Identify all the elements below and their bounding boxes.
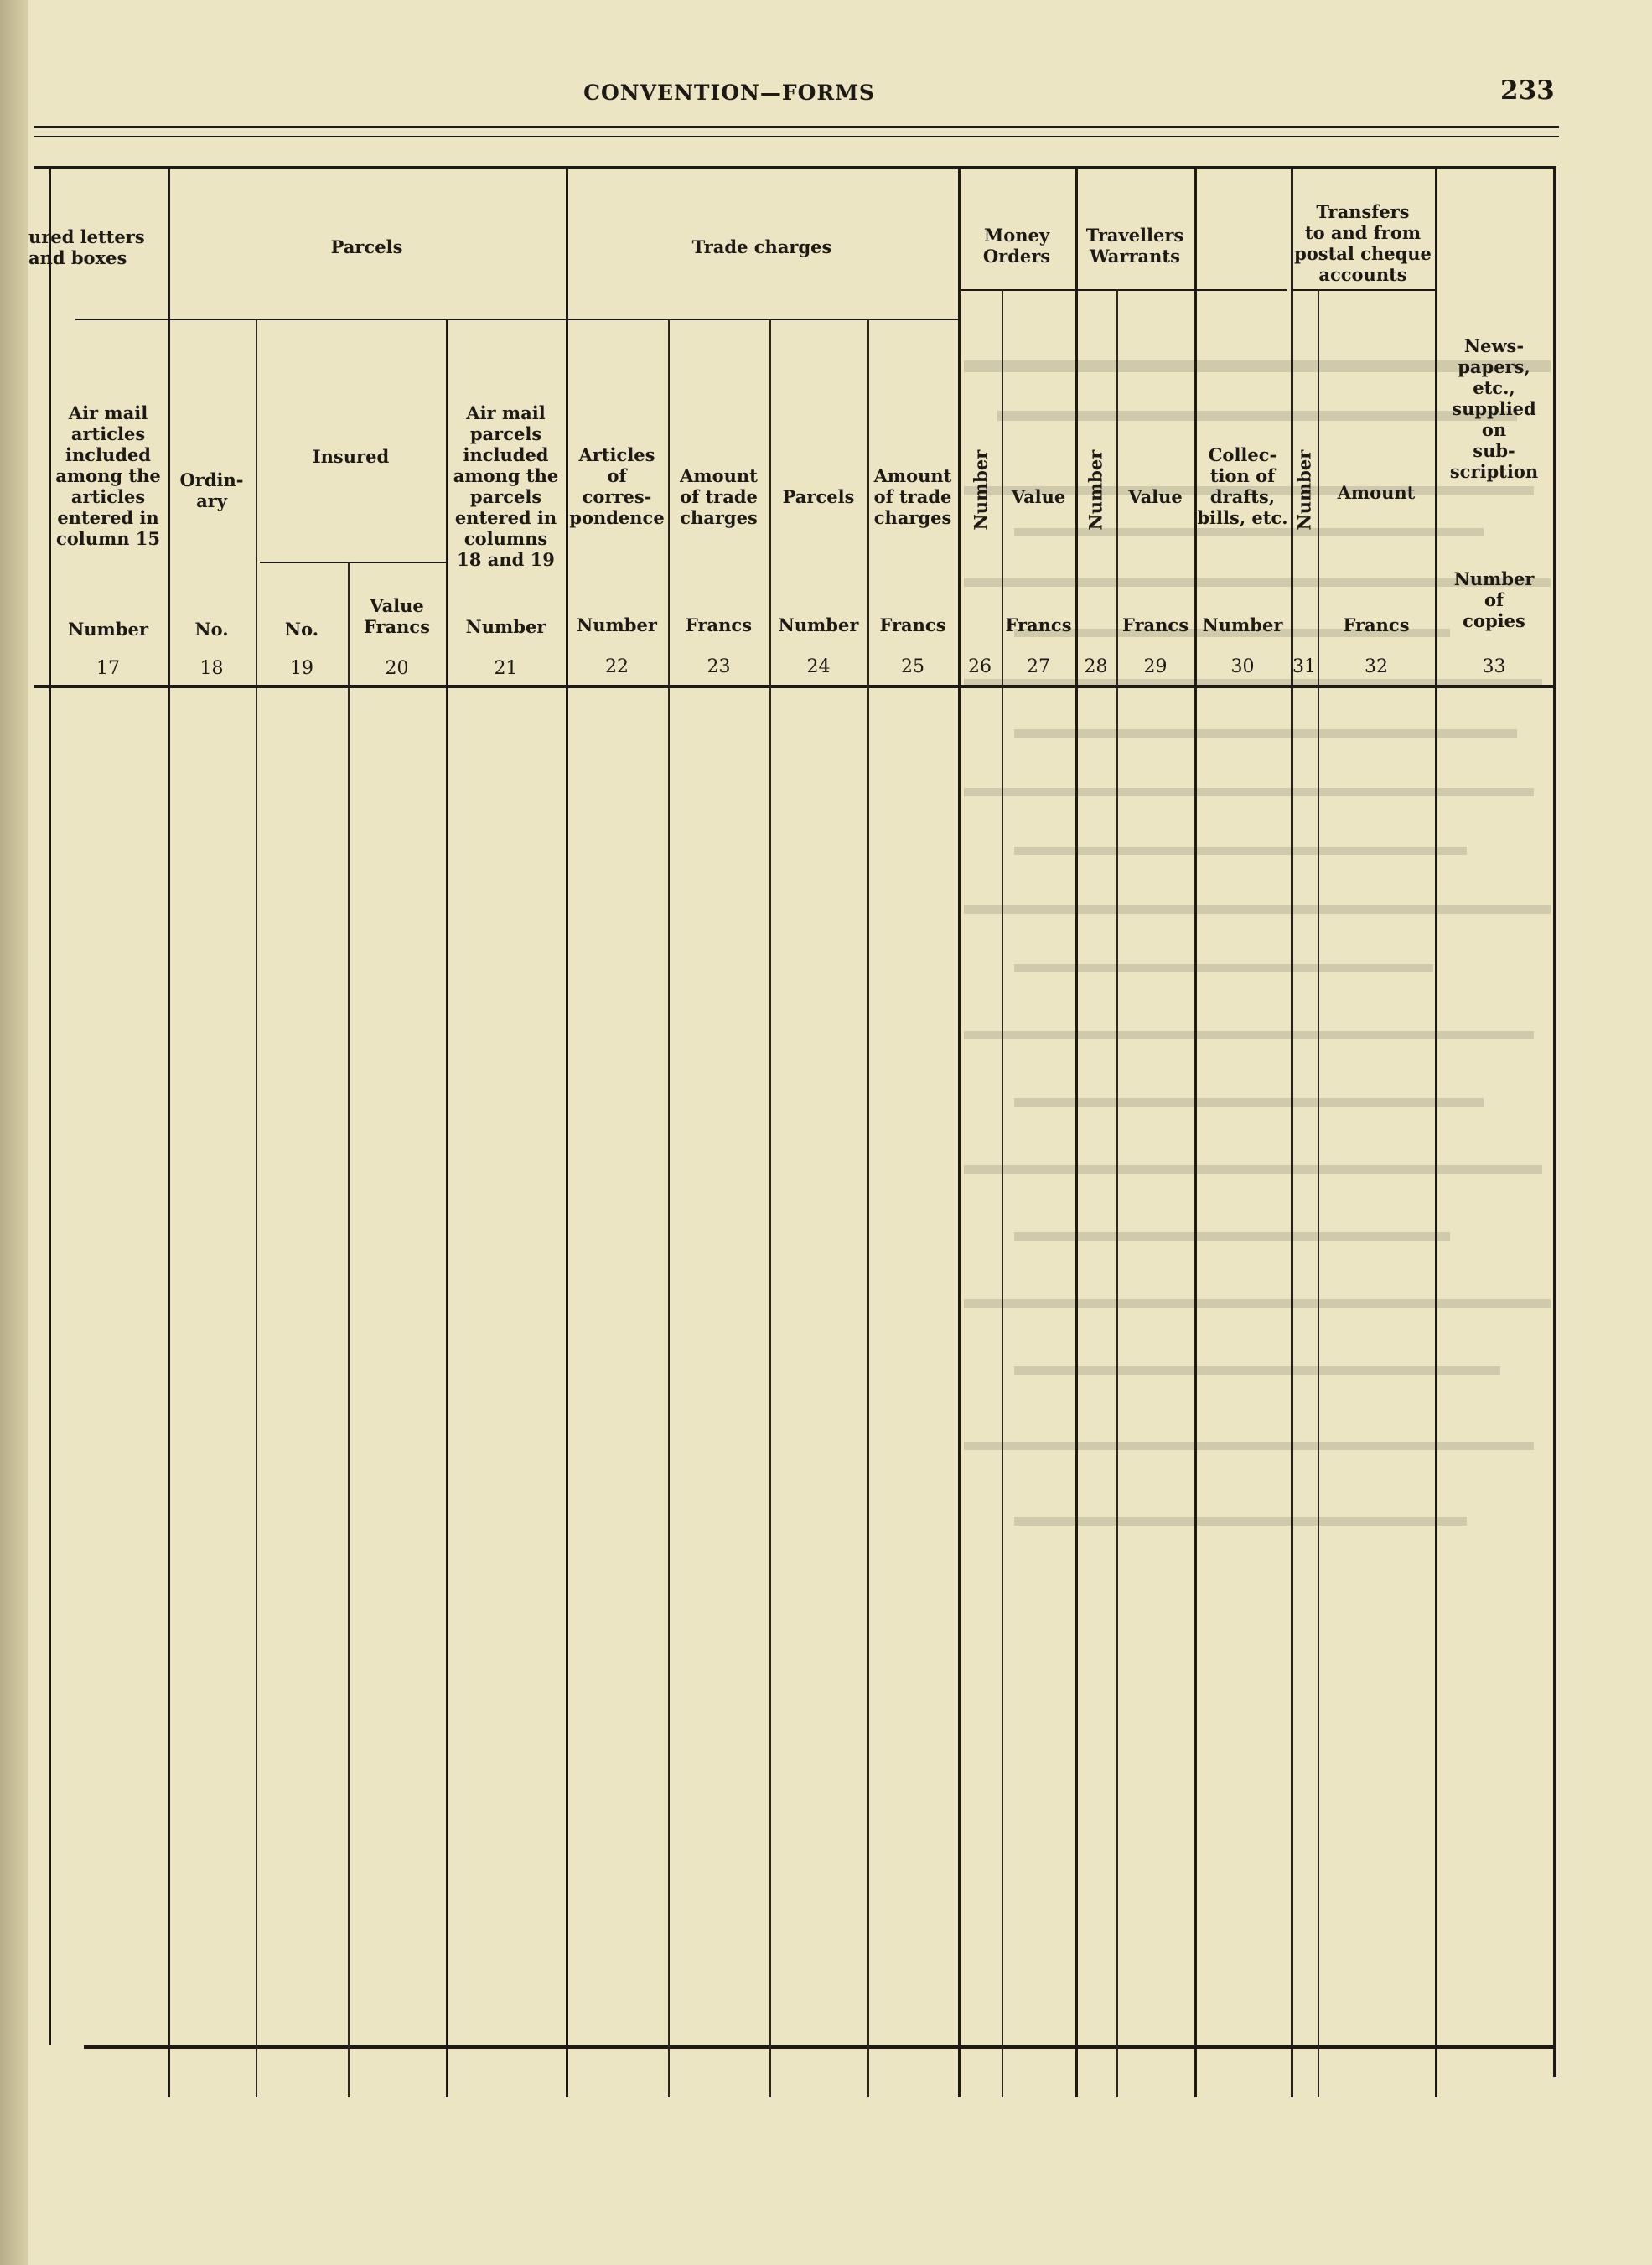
header-col29: Value (1128, 486, 1183, 507)
header-col17: Air mail articles included among the articles entered in column 15 (55, 402, 161, 549)
header-col18: Ordin- ary (179, 469, 244, 511)
group-label-transfers: Transfers to and from postal cheque accounts (1294, 201, 1432, 285)
book-gutter (0, 0, 28, 2265)
colnum-22: 22 (605, 656, 629, 677)
colnum-33: 33 (1482, 656, 1506, 677)
colnum-18: 18 (199, 658, 224, 679)
unit-col32: Francs (1343, 614, 1410, 635)
unit-col30: Number (1202, 614, 1283, 635)
col-line-24 (867, 319, 869, 2097)
colnum-32: 32 (1365, 656, 1388, 677)
header-col28: Number (1085, 449, 1106, 531)
colnum-29: 29 (1143, 656, 1168, 677)
header-col25: Amount of trade charges (873, 465, 952, 528)
running-head: CONVENTION—FORMS (583, 80, 875, 105)
unit-col24: Number (778, 614, 859, 635)
header-col24: Parcels (782, 486, 855, 507)
unit-col33: Number of copies (1453, 568, 1535, 631)
group-sub-rule-3 (1291, 289, 1435, 291)
unit-col27: Francs (1005, 614, 1072, 635)
group-label-parcels: Parcels (330, 236, 403, 257)
frame-bottom (84, 2045, 1555, 2049)
colnum-17: 17 (96, 658, 120, 679)
unit-col19: No. (284, 619, 319, 640)
header-divider (34, 685, 1555, 688)
colnum-26: 26 (968, 656, 992, 677)
header-col21: Air mail parcels included among the parcels entered in columns 18 and 19 (453, 402, 559, 570)
header-col22: Articles of corres- pondence (569, 444, 665, 528)
header-col26: Number (970, 449, 992, 531)
col-line-20 (446, 319, 448, 2097)
group-label-money-orders: Money Orders (982, 225, 1051, 267)
header-col30: Collec- tion of drafts, bills, etc. (1197, 444, 1288, 528)
group-label-trade-charges: Trade charges (691, 236, 832, 257)
col-line-23 (769, 319, 771, 2097)
col-line-17 (168, 168, 170, 2097)
col-line-25 (958, 168, 961, 2097)
colnum-24: 24 (806, 656, 831, 677)
frame-top (34, 166, 1556, 169)
col-line-26 (1002, 289, 1003, 2097)
col-line-18 (256, 319, 257, 2097)
colnum-25: 25 (901, 656, 924, 677)
page-number: 233 (1500, 75, 1555, 106)
colnum-28: 28 (1084, 656, 1108, 677)
frame-right (1553, 166, 1556, 2077)
header-col27: Value (1011, 486, 1066, 507)
col-line-28 (1116, 289, 1118, 2097)
header-col23: Amount of trade charges (680, 465, 758, 528)
group-sub-rule-1 (75, 319, 960, 320)
colnum-21: 21 (494, 658, 518, 679)
top-double-rule-2 (34, 136, 1559, 137)
colnum-19: 19 (290, 658, 313, 679)
unit-col25: Francs (879, 614, 946, 635)
col-line-19 (348, 562, 350, 2097)
header-insured: Insured (312, 446, 390, 467)
colnum-23: 23 (707, 656, 731, 677)
bleed-through-texture (964, 360, 1601, 1668)
top-double-rule-1 (34, 126, 1559, 128)
unit-col22: Number (577, 614, 657, 635)
col-line-31 (1318, 289, 1319, 2097)
unit-col21: Number (465, 616, 546, 637)
header-col31: Number (1293, 449, 1315, 531)
insured-sub-rule (260, 562, 448, 563)
col-line-22 (668, 319, 670, 2097)
group-sub-rule-2 (960, 289, 1287, 291)
colnum-27: 27 (1027, 656, 1050, 677)
colnum-30: 30 (1230, 656, 1255, 677)
colnum-20: 20 (385, 658, 409, 679)
header-col32: Amount (1337, 482, 1416, 503)
unit-col17: Number (68, 619, 148, 640)
group-label-insured-letters: ured letters and boxes (28, 226, 145, 268)
col-line-27 (1075, 168, 1078, 2097)
unit-col29: Francs (1121, 614, 1189, 635)
unit-col23: Francs (685, 614, 753, 635)
colnum-31: 31 (1292, 656, 1316, 677)
unit-col18: No. (194, 619, 229, 640)
header-col33: News- papers, etc., supplied on sub- scription (1449, 335, 1539, 482)
unit-col20: Value Francs (363, 595, 431, 637)
group-label-travellers-warrants: Travellers Warrants (1085, 225, 1184, 267)
